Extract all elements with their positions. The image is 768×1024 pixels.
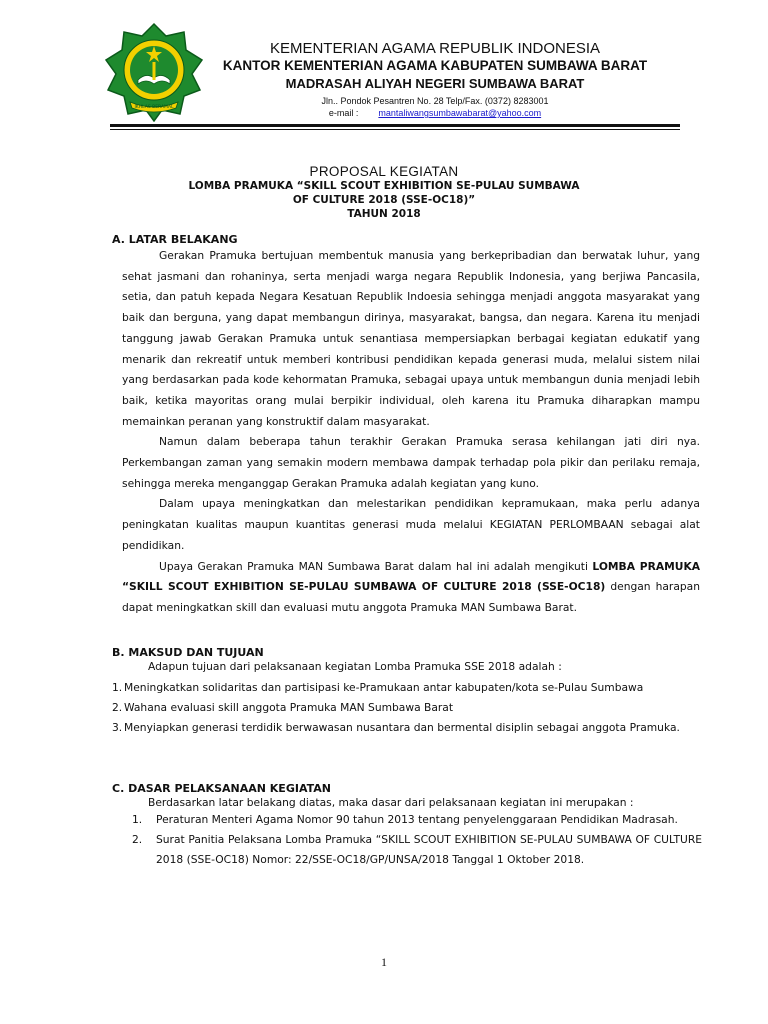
list-item-number: 3. bbox=[112, 721, 123, 734]
list-item-number: 2. bbox=[132, 833, 143, 846]
proposal-subtitle-2: OF CULTURE 2018 (SSE-OC18)” bbox=[292, 194, 476, 206]
p4-pre: Upaya Gerakan Pramuka MAN Sumbawa Barat dalam hal ini adalah mengikuti bbox=[159, 559, 593, 573]
letterhead-rule-thin bbox=[110, 129, 680, 130]
section-c-heading: C. DASAR PELAKSANAAN KEGIATAN bbox=[112, 782, 331, 795]
email-label: e-mail : bbox=[328, 108, 359, 118]
list-item bbox=[132, 810, 702, 830]
section-a-paragraph-1: Gerakan Pramuka bertujuan membentuk manusia yang berkepribadian dan berwatak luhur, yang sehat jasmani dan rohaninya, serta menjadi warga negara Republik Indonesia, yang berjiwa Pancasila, setia, dan patuh kepada Negara Kesatuan Republik Indoesia sehingga menjadi anggota masyarakat yang baik dan berguna, yang dapat membangun dirinya, masyarakat, bangsa, dan negara. Karena itu menjadi tanggung jawab Gerakan Pramuka untuk senantiasa mempersiapkan berbagai kegiatan edukatif yang menarik dan rekreatif untuk memberi kontribusi pendidikan kepada generasi muda, melalui sistem nilai yang berdasarkan pada kode kehormatan Pramuka, sebagai upaya untuk membangun dunia menjadi lebih baik, ketika mayoritas orang mulai berpikir individual, oleh karena itu Pramuka diharapkan mampu memainkan peranan yang konstruktif dalam masyarakat. bbox=[122, 249, 700, 428]
proposal-subtitle-1: LOMBA PRAMUKA “SKILL SCOUT EXHIBITION SE-PULAU SUMBAWA bbox=[188, 180, 580, 192]
proposal-subtitle-3: TAHUN 2018 bbox=[347, 208, 421, 220]
letterhead-line-2: KANTOR KEMENTERIAN AGAMA KABUPATEN SUMBAWA BARAT bbox=[222, 58, 648, 73]
list-item-number: 2. bbox=[112, 701, 123, 714]
letterhead-line-1: KEMENTERIAN AGAMA REPUBLIK INDONESIA bbox=[269, 40, 601, 57]
email-link[interactable]: mantaliwangsumbawabarat@yahoo.com bbox=[378, 108, 542, 118]
list-item-number: 1. bbox=[112, 681, 123, 694]
list-item bbox=[112, 718, 702, 738]
p4-bold: LOMBA PRAMUKA “SKILL SCOUT EXHIBITION SE-PULAU SUMBAWA OF CULTURE 2018 (SSE-OC18) bbox=[122, 559, 700, 594]
list-item bbox=[112, 698, 702, 718]
section-a-body bbox=[122, 246, 700, 619]
letterhead-address: Jln.. Pondok Pesantren No. 28 Telp/Fax. (0372) 8283001 bbox=[321, 96, 549, 106]
list-item-text: Peraturan Menteri Agama Nomor 90 tahun 2013 tentang penyelenggaraan Pendidikan Madrasah. bbox=[156, 813, 678, 826]
section-b-heading: B. MAKSUD DAN TUJUAN bbox=[112, 646, 264, 659]
ministry-logo bbox=[104, 22, 204, 122]
section-c-intro: Berdasarkan latar belakang diatas, maka dasar dari pelaksanaan kegiatan ini merupakan : bbox=[148, 796, 634, 809]
section-a-heading: A. LATAR BELAKANG bbox=[112, 233, 238, 246]
section-b-list bbox=[112, 678, 702, 738]
page-number: 1 bbox=[381, 955, 387, 969]
list-item bbox=[112, 678, 702, 698]
section-c-list bbox=[132, 810, 702, 870]
list-item bbox=[132, 830, 702, 870]
list-item-text: Wahana evaluasi skill anggota Pramuka MAN Sumbawa Barat bbox=[124, 701, 454, 714]
letterhead-line-3: MADRASAH ALIYAH NEGERI SUMBAWA BARAT bbox=[285, 76, 585, 91]
logo-motto: IKHLAS BERAMAL bbox=[134, 105, 174, 110]
section-a-paragraph-2: Namun dalam beberapa tahun terakhir Gerakan Pramuka serasa kehilangan jati diri nya. Perkembangan zaman yang semakin modern membawa dampak terhadap pola pikir dan perilaku remaja, sehingga mereka menganggap Gerakan Pramuka adalah kegiatan yang kuno. bbox=[122, 435, 700, 490]
list-item-text: Surat Panitia Pelaksana Lomba Pramuka “SKILL SCOUT EXHIBITION SE-PULAU SUMBAWA OF CULTURE 2018 (SSE-OC18) Nomor: 22/SSE-OC18/GP/UNSA/2018 Tanggal 1 Oktober 2018. bbox=[156, 833, 702, 866]
p4-post: dengan harapan dapat meningkatkan skill dan evaluasi mutu anggota Pramuka MAN Sumbawa Barat. bbox=[122, 580, 700, 614]
list-item-text: Menyiapkan generasi terdidik berwawasan nusantara dan bermental disiplin sebagai anggota Pramuka. bbox=[124, 721, 680, 734]
list-item-number: 1. bbox=[132, 813, 143, 826]
section-a-paragraph-4 bbox=[122, 557, 700, 619]
section-b-intro: Adapun tujuan dari pelaksanaan kegiatan Lomba Pramuka SSE 2018 adalah : bbox=[148, 660, 562, 673]
section-a-paragraph-3: Dalam upaya meningkatkan dan melestarikan pendidikan kepramukaan, maka perlu adanya peningkatan kualitas maupun kuantitas generasi muda melalui KEGIATAN PERLOMBAAN sebagai alat pendidikan. bbox=[122, 497, 700, 552]
proposal-title: PROPOSAL KEGIATAN bbox=[309, 164, 459, 179]
letterhead-email-row bbox=[205, 108, 665, 118]
list-item-text: Meningkatkan solidaritas dan partisipasi ke-Pramukaan antar kabupaten/kota se-Pulau Sumbawa bbox=[124, 681, 644, 694]
letterhead-rule-thick bbox=[110, 124, 680, 127]
